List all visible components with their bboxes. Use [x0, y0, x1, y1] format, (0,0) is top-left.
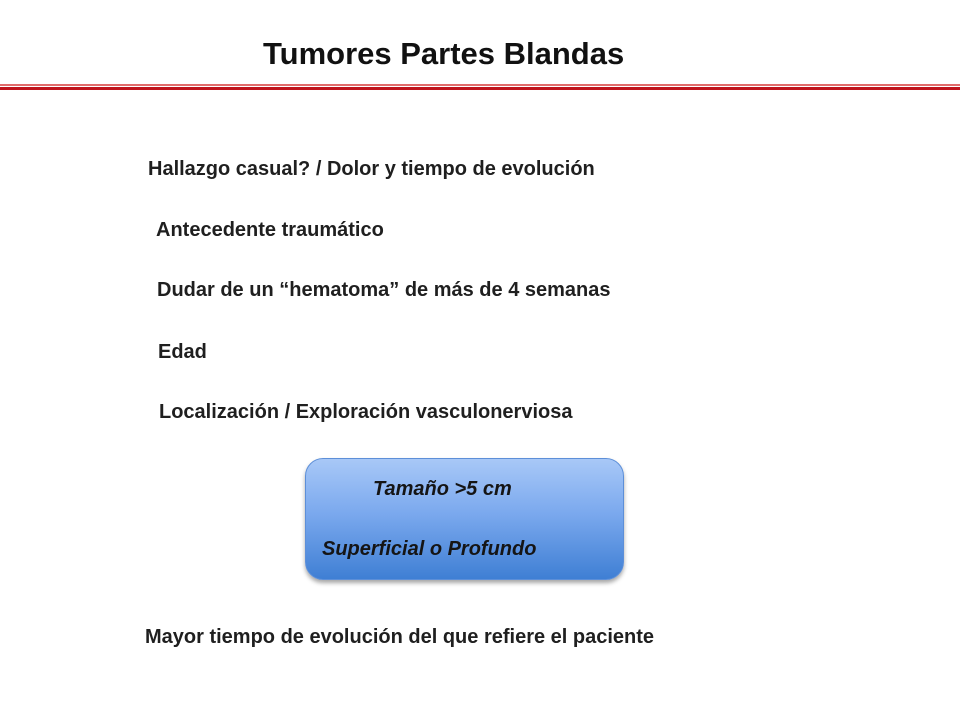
slide-title: Tumores Partes Blandas: [263, 36, 625, 71]
bullet-antecedente: Antecedente traumático: [156, 219, 384, 241]
callout-size-text: Tamaño >5 cm: [373, 478, 512, 500]
bullet-edad: Edad: [158, 341, 207, 363]
title-divider: [0, 84, 960, 90]
divider-thin-line: [0, 84, 960, 86]
bullet-hallazgo: Hallazgo casual? / Dolor y tiempo de evolución: [148, 158, 595, 180]
bullet-localizacion: Localización / Exploración vasculonerviosa: [159, 401, 573, 423]
bullet-hematoma: Dudar de un “hematoma” de más de 4 semanas: [157, 279, 611, 301]
divider-thick-line: [0, 87, 960, 90]
callout-box: [305, 458, 624, 580]
callout-depth-text: Superficial o Profundo: [322, 538, 537, 560]
bottom-note: Mayor tiempo de evolución del que refiere el paciente: [145, 626, 655, 648]
